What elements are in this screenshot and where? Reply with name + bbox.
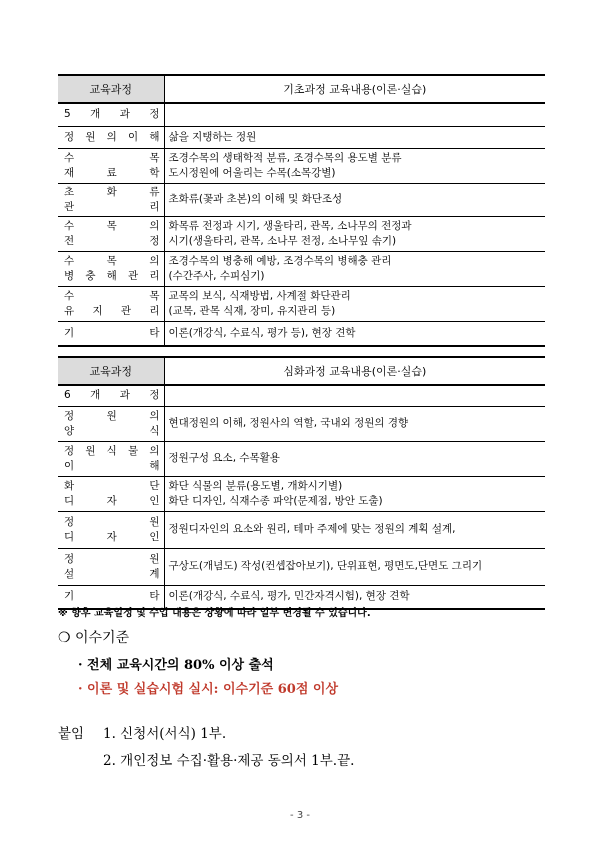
row-label [58, 511, 164, 548]
label-line: 정 원 [64, 552, 160, 565]
row-content [164, 251, 545, 286]
label-line: 수 목 의 [64, 219, 160, 232]
table-row [58, 321, 545, 346]
row-label: 정 원 의 이 해 [58, 126, 164, 148]
row-content [164, 476, 545, 511]
row-content: 정원구성 요소, 수목활용 [164, 441, 545, 476]
table-row [58, 441, 545, 476]
row-content [164, 148, 545, 183]
content-line: 조경수목의 생태학적 분류, 조경수목의 용도별 분류 [168, 151, 402, 164]
label-line: 정 원 의 [64, 409, 160, 422]
table-row [58, 126, 545, 148]
row-content: 구상도(개념도) 작성(컨셉잡아보기), 단위표현, 평면도,단면도 그리기 [164, 548, 545, 585]
row-label [58, 216, 164, 251]
schedule-note: ※ 향후 교육일정 및 수업 내용은 상황에 따라 일부 변경될 수 있습니다. [58, 608, 371, 619]
header-course: 교육과정 [58, 75, 164, 103]
page-number: - 3 - [290, 810, 310, 821]
row-content: 현대정원의 이해, 정원사의 역할, 국내외 정원의 경향 [164, 406, 545, 441]
label-line: 관 리 [64, 200, 160, 213]
row-label: 기 타 [58, 585, 164, 609]
row-label [58, 476, 164, 511]
row-content: 삶을 지탱하는 정원 [164, 126, 545, 148]
row-label [58, 548, 164, 585]
label-line: 정 원 [64, 515, 160, 528]
row-label [58, 441, 164, 476]
row-label [58, 183, 164, 216]
table-row [58, 183, 545, 216]
content-line: (교목, 관목 식재, 장미, 유지관리 등) [168, 304, 336, 317]
header-content: 심화과정 교육내용(이론·실습) [164, 357, 545, 385]
header-content: 기초과정 교육내용(이론·실습) [164, 75, 545, 103]
table-header-row [58, 75, 545, 103]
row-content [164, 286, 545, 321]
label-line: 수 목 의 [64, 254, 160, 267]
label-line: 유 지 관 리 [64, 304, 160, 317]
row-content: 초화류(꽃과 초본)의 이해 및 화단조성 [164, 183, 545, 216]
table-row [58, 476, 545, 511]
advanced-course-table [58, 356, 545, 610]
label-line: 수 목 [64, 151, 160, 164]
table-row [58, 251, 545, 286]
content-line: 도시정원에 어울리는 수목(소목강별) [168, 166, 336, 179]
completion-item-attendance: · 전체 교육시간의 80% 이상 출석 [78, 658, 274, 673]
row-content: 정원디자인의 요소와 원리, 테마 주제에 맞는 정원의 계획 설계, [164, 511, 545, 548]
content-line: 교목의 보식, 식재방법, 사계절 화단관리 [168, 289, 351, 302]
attachment-item: 1. 신청서(서식) 1부. [103, 726, 227, 742]
row-label [58, 148, 164, 183]
table-row [58, 103, 545, 126]
table-row [58, 385, 545, 406]
table-row [58, 548, 545, 585]
completion-item-exam: · 이론 및 실습시험 실시: 이수기준 60점 이상 [78, 682, 339, 697]
label-line: 수 목 [64, 289, 160, 302]
completion-heading: ❍ 이수기준 [58, 630, 130, 646]
row-label [58, 286, 164, 321]
label-line: 재 료 학 [64, 166, 160, 179]
row-content: 이론(개강식, 수료식, 평가 등), 현장 견학 [164, 321, 545, 346]
row-label [58, 406, 164, 441]
row-content [164, 385, 545, 406]
label-line: 디 자 인 [64, 494, 160, 507]
content-line: 시기(생울타리, 관목, 소나무 전정, 소나무잎 솎기) [168, 234, 397, 247]
content-line: 화단 식물의 분류(용도별, 개화시기별) [168, 479, 343, 492]
table-row [58, 148, 545, 183]
attachment-item: 2. 개인정보 수집·활용·제공 동의서 1부.끝. [103, 753, 355, 769]
basic-course-table [58, 74, 545, 347]
row-label: 기 타 [58, 321, 164, 346]
label-line: 화 단 [64, 479, 160, 492]
header-course: 교육과정 [58, 357, 164, 385]
table-header-row [58, 357, 545, 385]
content-line: 화단 디자인, 식재수종 파악(문제점, 방안 도출) [168, 494, 383, 507]
row-content [164, 103, 545, 126]
row-label: 5 개 과 정 [58, 103, 164, 126]
label-line: 전 정 [64, 234, 160, 247]
table-row [58, 406, 545, 441]
label-line: 설 계 [64, 567, 160, 580]
label-line: 이 해 [64, 459, 160, 472]
content-line: 화목류 전정과 시기, 생울타리, 관목, 소나무의 전정과 [168, 219, 412, 232]
row-content [164, 216, 545, 251]
label-line: 정 원 식 물 의 [64, 444, 160, 457]
table-row [58, 216, 545, 251]
content-line: 조경수목의 병충해 예방, 조경수목의 병해충 관리 [168, 254, 392, 267]
row-label [58, 251, 164, 286]
table-row [58, 511, 545, 548]
label-line: 양 식 [64, 424, 160, 437]
label-line: 초 화 류 [64, 185, 160, 198]
table-row [58, 286, 545, 321]
label-line: 병 충 해 관 리 [64, 269, 160, 282]
row-label: 6 개 과 정 [58, 385, 164, 406]
content-line: (수간주사, 수피심기) [168, 269, 265, 282]
row-content: 이론(개강식, 수료식, 평가, 민간자격시험), 현장 견학 [164, 585, 545, 609]
attachment-label: 붙임 [58, 726, 85, 742]
label-line: 디 자 인 [64, 530, 160, 543]
